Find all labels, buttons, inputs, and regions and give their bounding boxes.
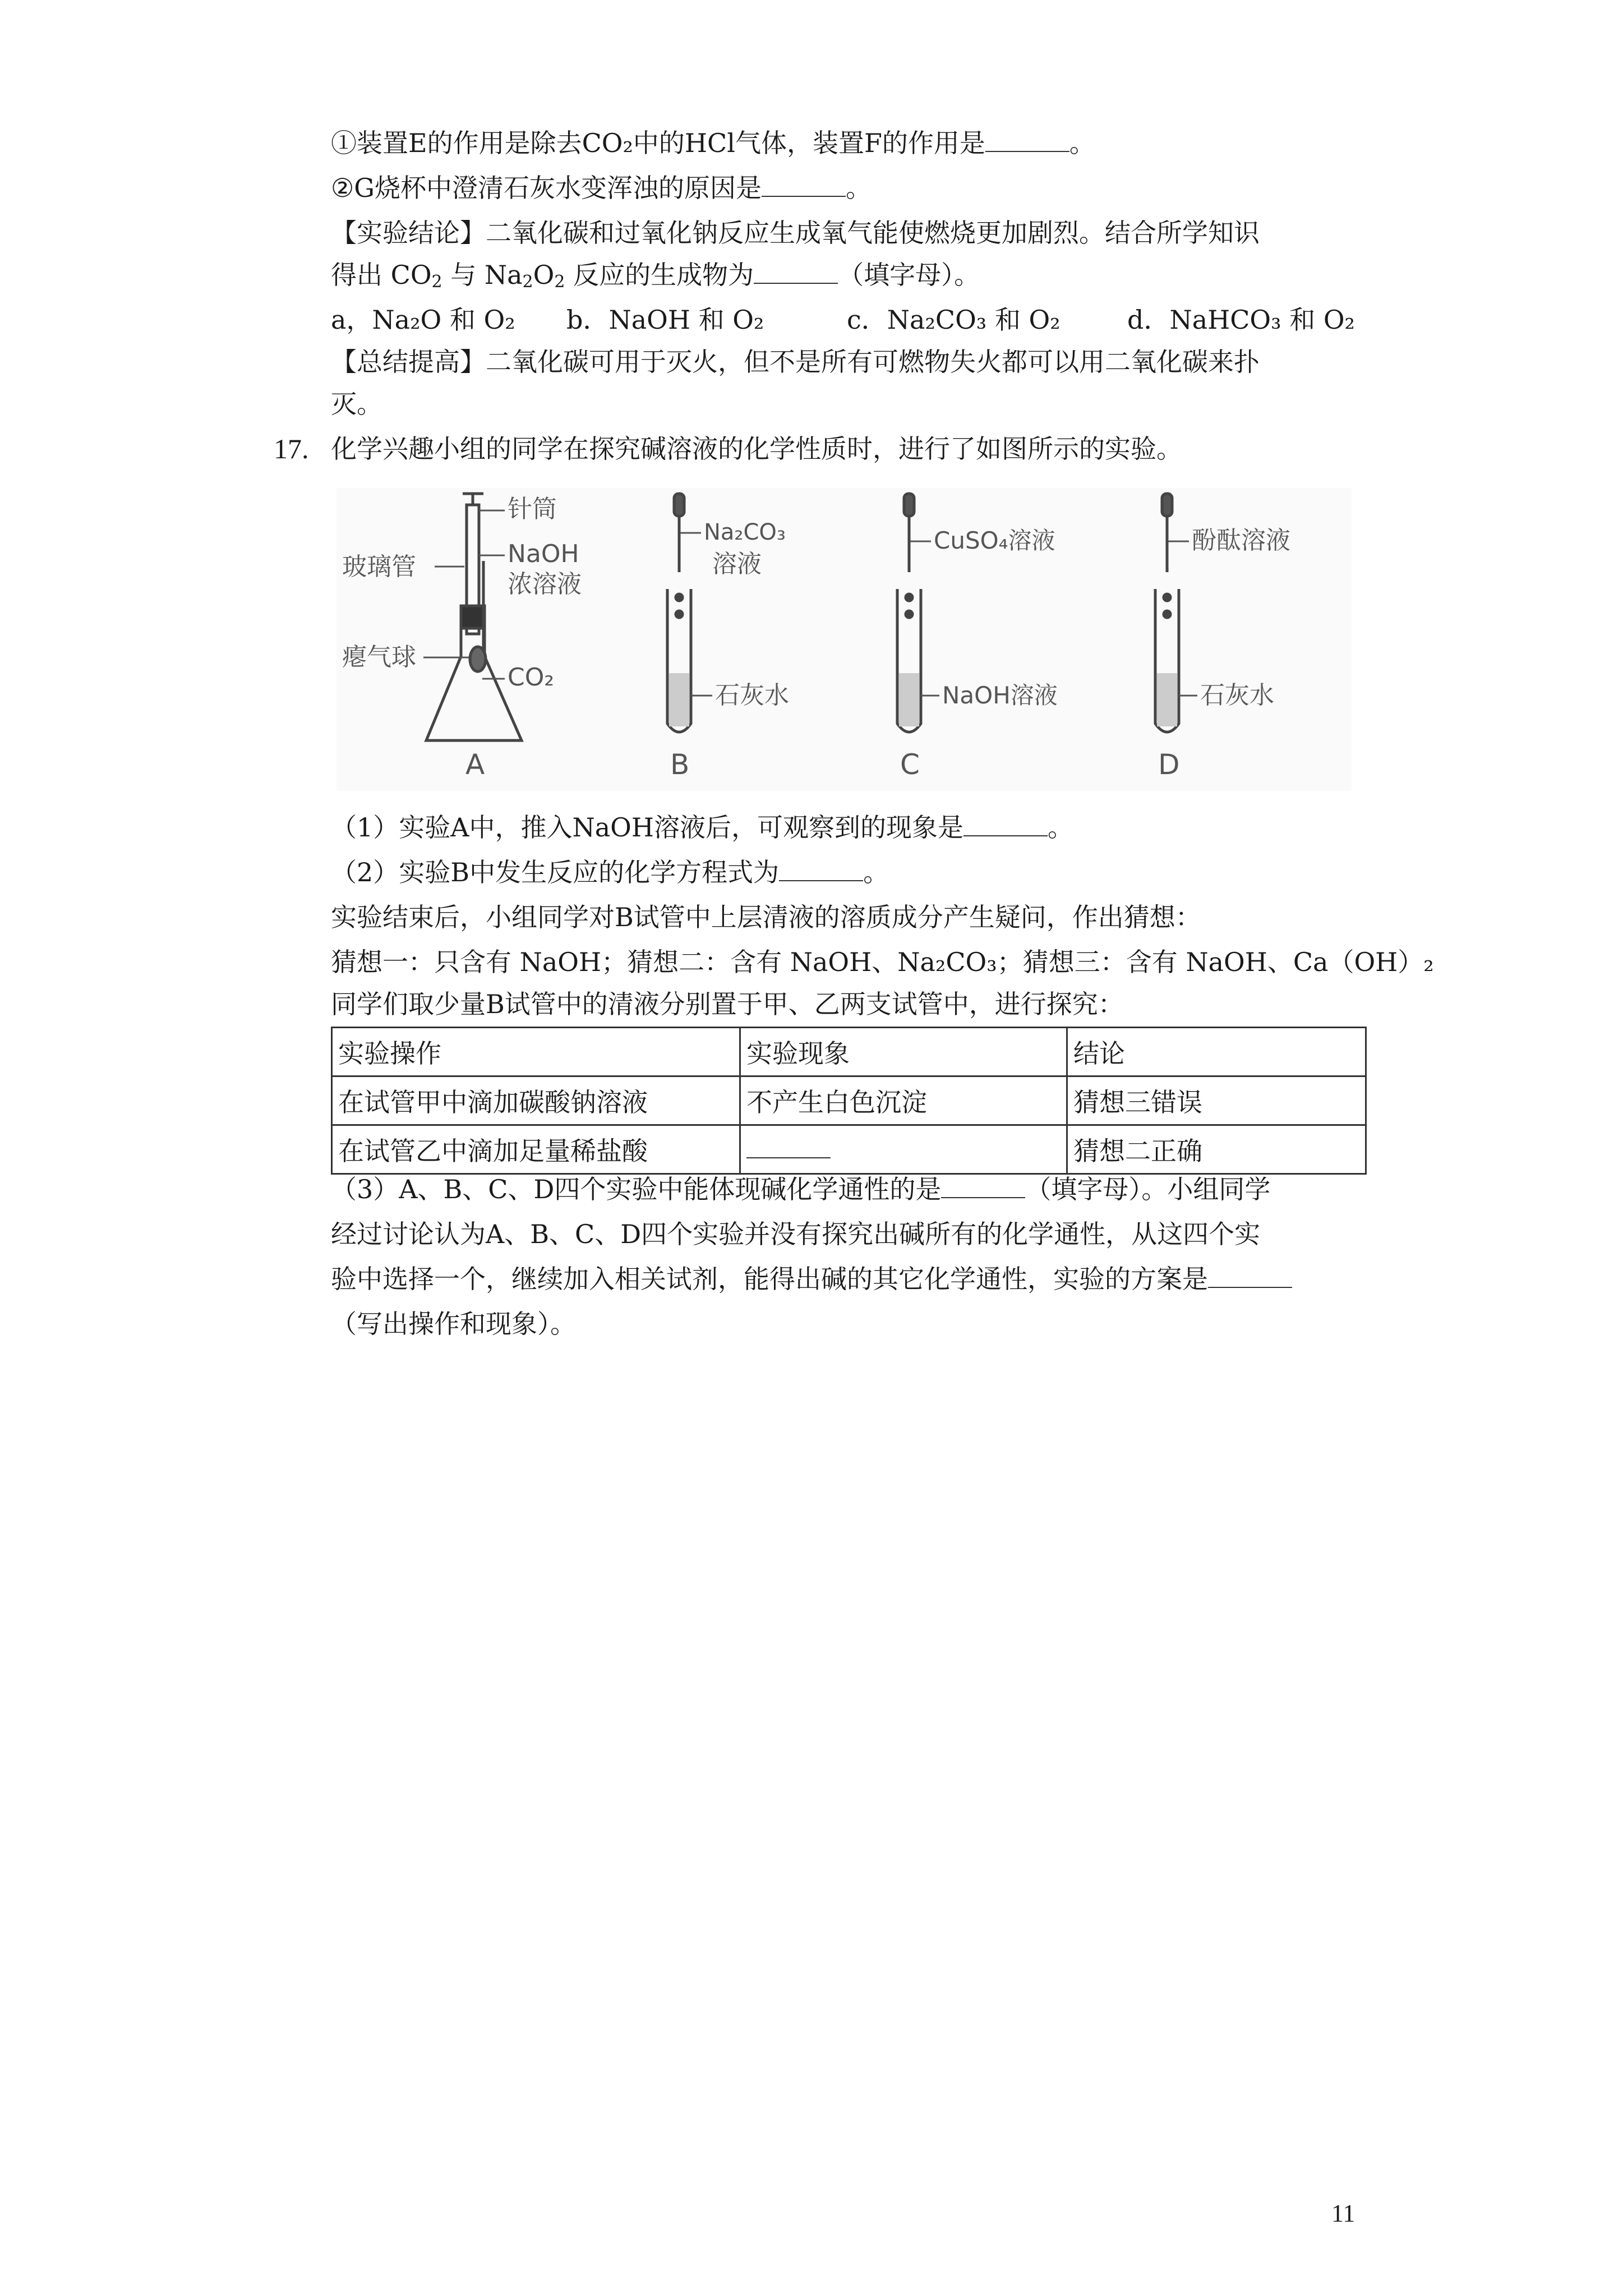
question-1: [331, 811, 1073, 844]
liquid: [669, 673, 689, 726]
table-cell-blank[interactable]: [740, 1125, 1067, 1174]
question-2: [331, 855, 889, 889]
text: ②G烧杯中澄清石灰水变浑浊的原因是: [331, 173, 762, 203]
table-cell: 在试管乙中滴加足量稀盐酸: [332, 1125, 740, 1174]
text-line: 实验结束后，小组同学对B试管中上层清液的溶质成分产生疑问，作出猜想：: [331, 902, 1201, 932]
caption-a: A: [465, 748, 485, 781]
experiment-table: [331, 1027, 1367, 1175]
stopper: [461, 606, 485, 628]
text-line: [331, 1262, 1292, 1296]
answer-blank[interactable]: [746, 1135, 831, 1158]
label-co2: CO₂: [508, 663, 554, 692]
label-balloon: 瘪气球: [342, 643, 416, 671]
label-naoh: NaOH: [508, 540, 579, 568]
label-solution: 溶液: [712, 550, 762, 578]
table-row: [332, 1076, 1366, 1125]
label-limewater: 石灰水: [1200, 681, 1274, 710]
liquid: [1157, 673, 1177, 726]
table-header: 实验操作: [332, 1028, 740, 1076]
answer-blank[interactable]: [779, 858, 863, 881]
liquid: [899, 673, 919, 726]
text-line: （写出操作和现象）。: [331, 1309, 576, 1339]
period: 。: [845, 173, 872, 203]
text: 与: [450, 260, 477, 290]
text-line: 灭。: [331, 389, 382, 419]
label-glass-tube: 玻璃管: [342, 553, 416, 581]
period: 。: [1048, 812, 1073, 843]
choice-c: c．Na₂CO₃ 和 O₂: [847, 305, 1061, 335]
text: （1）实验A中，推入NaOH溶液后，可观察到的现象是: [331, 812, 963, 843]
text: （填字母）。小组同学: [1025, 1174, 1271, 1204]
text: （填字母）。: [838, 260, 980, 290]
label-syringe: 针筒: [508, 495, 557, 523]
text: 验中选择一个，继续加入相关试剂，能得出碱的其它化学通性，实验的方案是: [331, 1264, 1208, 1294]
guess-line: 猜想一：只含有 NaOH；猜想二：含有 NaOH、Na₂CO₃；猜想三：含有 NaOH、Ca（OH）₂: [331, 947, 1434, 977]
text: 反应的生成物为: [573, 260, 754, 290]
answer-blank[interactable]: [941, 1175, 1025, 1198]
answer-blank[interactable]: [754, 260, 838, 284]
text: 得出: [331, 260, 382, 290]
text-line: 【总结提高】二氧化碳可用于灭火，但不是所有可燃物失火都可以用二氧化碳来扑: [331, 347, 1260, 377]
table-cell: 猜想二正确: [1067, 1125, 1366, 1174]
answer-blank[interactable]: [985, 128, 1069, 152]
choice-b: b．NaOH 和 O₂: [566, 305, 764, 335]
question-number: 17.: [274, 433, 309, 464]
text-line: [331, 126, 1095, 160]
text-line: 【实验结论】二氧化碳和过氧化钠反应生成氧气能使燃烧更加剧烈。结合所学知识: [331, 218, 1260, 248]
dropper-bulb: [674, 494, 684, 516]
period: 。: [1069, 128, 1095, 158]
choice-d: d．NaHCO₃ 和 O₂: [1127, 305, 1355, 335]
text: （2）实验B中发生反应的化学方程式为: [331, 857, 780, 887]
drop: [906, 594, 912, 601]
choices-line: [331, 303, 1355, 337]
text-line: 同学们取少量B试管中的清液分别置于甲、乙两支试管中，进行探究：: [331, 989, 1124, 1019]
page-number: 11: [1331, 2200, 1355, 2227]
question-stem: 化学兴趣小组的同学在探究碱溶液的化学性质时，进行了如图所示的实验。: [331, 434, 1182, 464]
caption-b: B: [670, 748, 690, 781]
answer-blank[interactable]: [963, 813, 1048, 836]
deflated-balloon: [470, 647, 486, 671]
caption-d: D: [1158, 748, 1180, 781]
caption-c: C: [900, 748, 920, 781]
drop: [676, 594, 683, 601]
dropper-bulb: [1162, 494, 1172, 516]
text-line: [331, 171, 872, 205]
label-limewater: 石灰水: [715, 681, 789, 710]
drop: [676, 611, 683, 618]
label-phenolphthalein: 酚酞溶液: [1192, 526, 1290, 555]
table-cell: 不产生白色沉淀: [740, 1076, 1067, 1125]
text-line: 经过讨论认为A、B、C、D四个实验并没有探究出碱所有的化学通性，从这四个实: [331, 1219, 1261, 1249]
text: （3）A、B、C、D四个实验中能体现碱化学通性的是: [331, 1174, 942, 1204]
drop: [906, 611, 912, 618]
table-header-row: [332, 1028, 1366, 1076]
table-cell: 在试管甲中滴加碳酸钠溶液: [332, 1076, 740, 1125]
answer-blank[interactable]: [1208, 1264, 1292, 1288]
text-line: 得出 $CO_2$ 与 $Na_2O_2$ 反应的生成物为 （填字母）。: [331, 260, 980, 292]
dropper-bulb: [904, 494, 914, 516]
answer-blank[interactable]: [762, 173, 846, 197]
text: ①装置E的作用是除去CO₂中的HCl气体，装置F的作用是: [331, 128, 985, 158]
question-3: [331, 1172, 1270, 1206]
label-naoh-solution: NaOH溶液: [942, 682, 1058, 709]
table-row: [332, 1125, 1366, 1174]
choice-a: a，Na₂O 和 O₂: [331, 305, 515, 335]
table-cell: 猜想三错误: [1067, 1076, 1366, 1125]
experiment-figure: [336, 488, 1352, 791]
table-header: 结论: [1067, 1028, 1366, 1076]
drop: [1164, 611, 1170, 618]
drop: [1164, 594, 1170, 601]
label-conc-solution: 浓溶液: [508, 570, 582, 599]
label-cuso4: CuSO₄溶液: [934, 527, 1055, 554]
table-header: 实验现象: [740, 1028, 1067, 1076]
label-na2co3: Na₂CO₃: [704, 519, 786, 545]
period: 。: [863, 857, 889, 887]
